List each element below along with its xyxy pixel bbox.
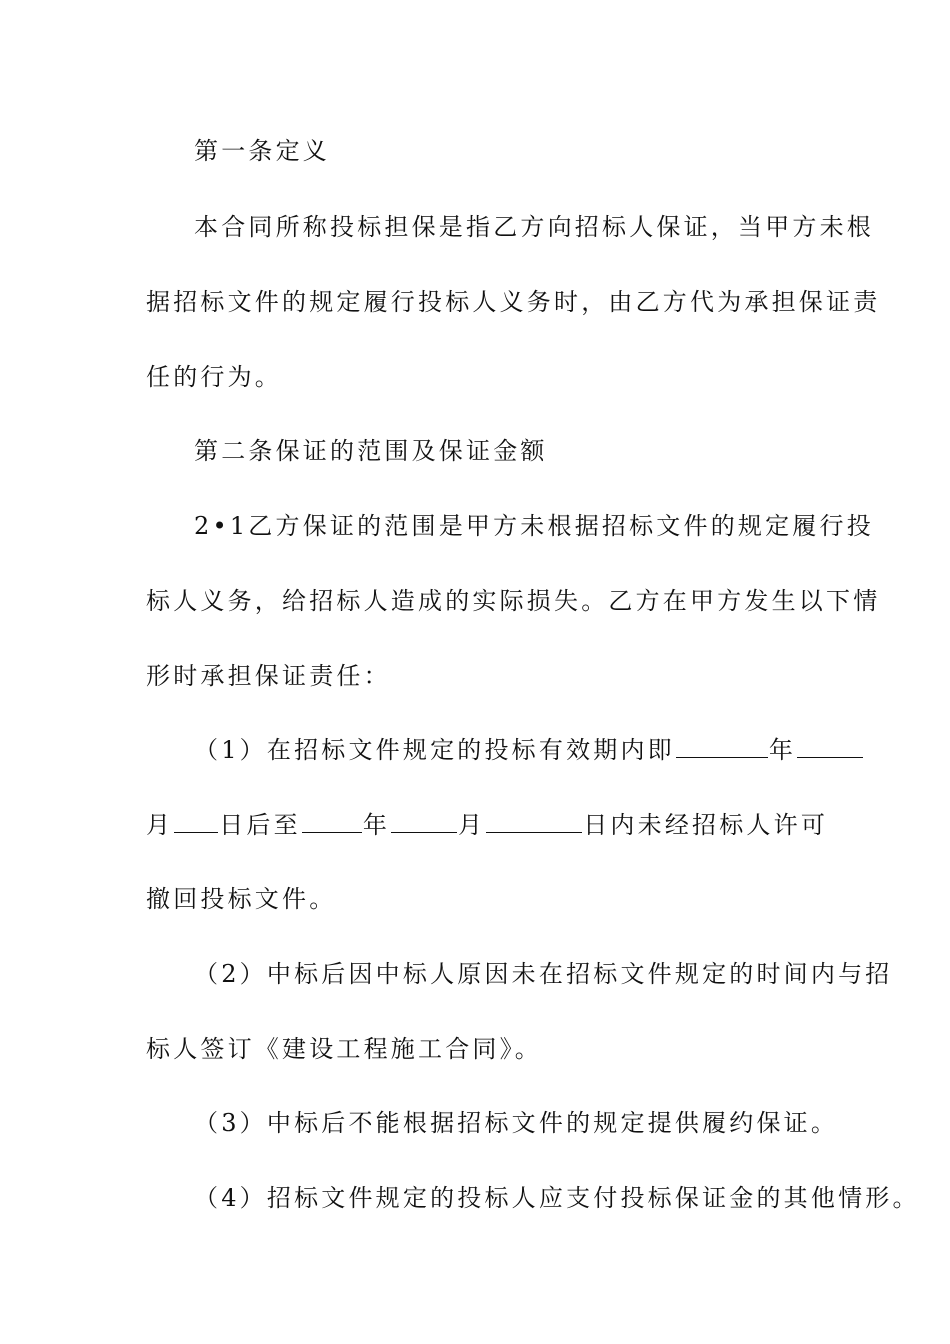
fill-blank-year-1[interactable] [676, 735, 768, 758]
item-1-year-label: 年 [768, 736, 797, 764]
article1-para-line-3: 任的行为。 [146, 363, 282, 391]
fill-blank-year-2[interactable] [302, 810, 362, 833]
fill-blank-month-1[interactable] [797, 735, 863, 758]
item-1-year-label-2: 年 [362, 811, 391, 839]
clause-2-1-line-3: 形时承担保证责任： [146, 662, 391, 690]
item-1-month-label-2: 月 [458, 811, 486, 839]
fill-blank-month-2[interactable] [391, 810, 457, 833]
item-2-line-2: 标人签订《建设工程施工合同》。 [146, 1035, 542, 1063]
article1-para-line-1: 本合同所称投标担保是指乙方向招标人保证，当甲方未根 [194, 213, 874, 241]
item-1-month-label-1: 月 [146, 811, 174, 839]
fill-blank-day-1[interactable] [174, 810, 218, 833]
article1-heading: 第一条定义 [194, 137, 330, 165]
item-2-line-1: （2）中标后因中标人原因未在招标文件规定的时间内与招 [194, 960, 893, 988]
item-4: （4）招标文件规定的投标人应支付投标保证金的其他情形。 [194, 1184, 920, 1212]
article1-para-line-2: 据招标文件的规定履行投标人义务时，由乙方代为承担保证责 [146, 288, 881, 316]
fill-blank-day-2[interactable] [486, 810, 582, 833]
item-1-line-1 [194, 735, 864, 765]
item-1-tail: 日内未经招标人许可 [583, 811, 829, 839]
item-1-text: （1）在招标文件规定的投标有效期内即 [194, 736, 675, 764]
item-1-line-3: 撤回投标文件。 [146, 885, 337, 913]
item-1-line-2 [146, 810, 828, 840]
item-1-day-label: 日后至 [219, 811, 301, 839]
clause-2-1-line-2: 标人义务，给招标人造成的实际损失。乙方在甲方发生以下情 [146, 587, 881, 615]
item-3: （3）中标后不能根据招标文件的规定提供履约保证。 [194, 1109, 839, 1137]
article2-heading: 第二条保证的范围及保证金额 [194, 437, 548, 465]
clause-2-1-line-1: 2•1乙方保证的范围是甲方未根据招标文件的规定履行投 [194, 512, 874, 540]
